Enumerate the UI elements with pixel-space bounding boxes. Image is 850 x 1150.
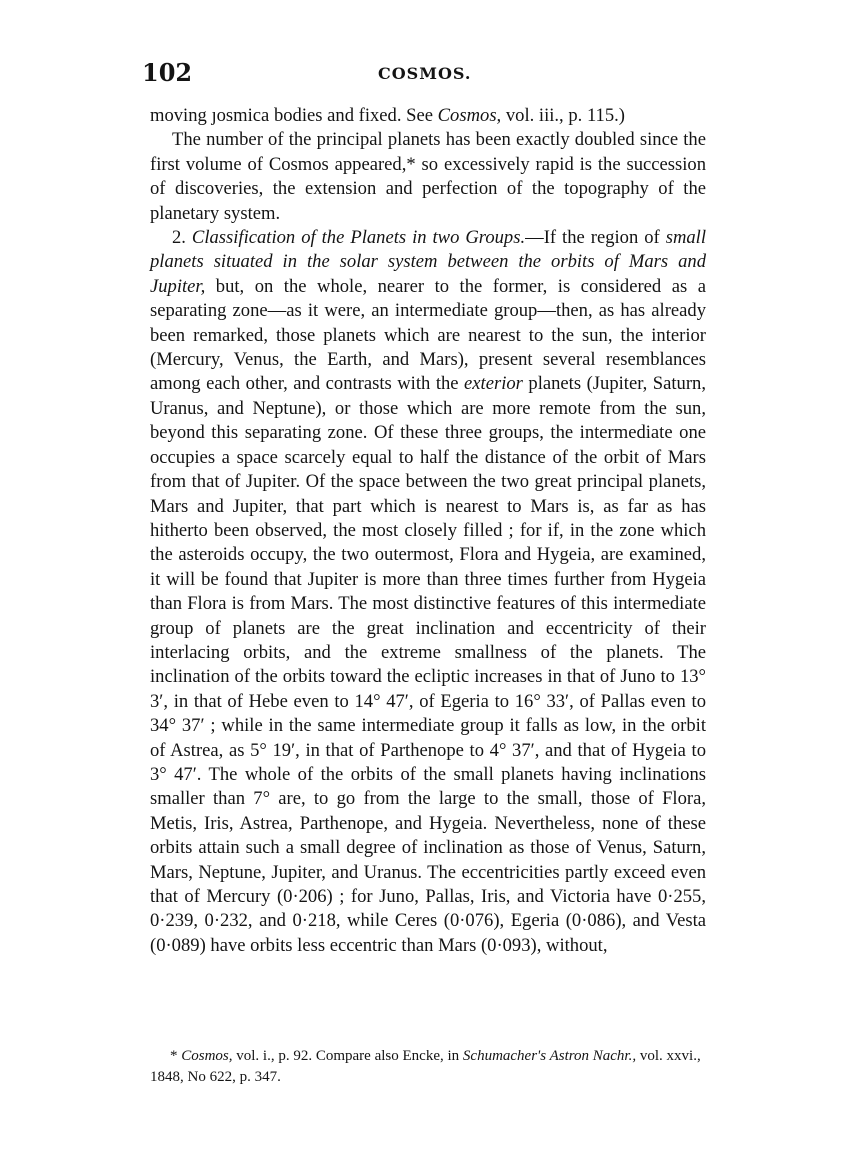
page-header <box>142 58 702 92</box>
page-number: 102 <box>142 58 193 87</box>
paragraph-planet-count: The number of the principal planets has been exactly doubled since the first volume of Cosmos appeared,* so excessively rapid is the succession of discoveries, the extension and perfection of the topography of the planetary system. <box>150 129 706 224</box>
section-heading: Classification of the Planets in two Groups. <box>191 227 526 249</box>
footnote: * Cosmos, vol. i., p. 92. Compare also Encke, in Schumacher's Astron Nachr., vol. xxvi., 1848, No 622, p. 347. <box>150 1048 701 1085</box>
paragraph-continuation: moving ȷosmica bodies and fixed. See Cosmos, vol. iii., p. 115.) <box>150 105 625 126</box>
running-head: COSMOS. <box>378 64 472 83</box>
paragraph-classification: 2. Classification of the Planets in two Groups.—If the region of small planets situated in the solar system between the orbits of Mars and Jupiter, but, on the whole, nearer to the former, is considered as a separating zone—as it were, an intermediate group—then, as has already been remarked, those planets which are nearest to the sun, the interior (Mercury, Venus, the Earth, and Mars), present several resemblances among each other, and contrasts with the exterior planets (Jupiter, Saturn, Uranus, and Neptune), or those which are more remote from the sun, beyond this separating zone. Of these three groups, the intermediate one occupies a space scarcely equal to half the distance of the orbit of Mars from that of Jupiter. Of the space between the two great principal planets, Mars and Jupiter, that part which is nearest to Mars is, as far as has hitherto been observed, the most closely filled ; for if, in the zone which the asteroids occupy, the two outermost, Flora and Hygeia, are examined, it will be found that Jupiter is more than three times further from Hygeia than Flora is from Mars. The most distinctive features of this intermediate group of planets are the great inclination and eccentricity of their interlacing orbits, and the extreme smallness of the planets. The inclination of the orbits toward the ecliptic increases in that of Juno to 13° 3′, in that of Hebe even to 14° 47′, of Egeria to 16° 33′, of Pallas even to 34° 37′ ; while in the same intermediate group it falls as low, in the orbit of Astrea, as 5° 19′, in that of Parthenope to 4° 37′, and that of Hygeia to 3° 47′. The whole of the orbits of the small planets having inclinations smaller than 7° are, to go from the large to the small, those of Flora, Metis, Iris, Astrea, Parthenope, and Hygeia. Nevertheless, none of these orbits attain such a small degree of inclination as those of Venus, Saturn, Mars, Neptune, Jupiter, and Uranus. The eccentricities partly exceed even that of Mercury (0·206) ; for Juno, Pallas, Iris, and Victoria have 0·255, 0·239, 0·232, and 0·218, while Ceres (0·076), Egeria (0·086), and Vesta (0·089) have orbits less eccentric than Mars (0·093), without, <box>150 227 706 956</box>
body-text <box>150 104 706 958</box>
